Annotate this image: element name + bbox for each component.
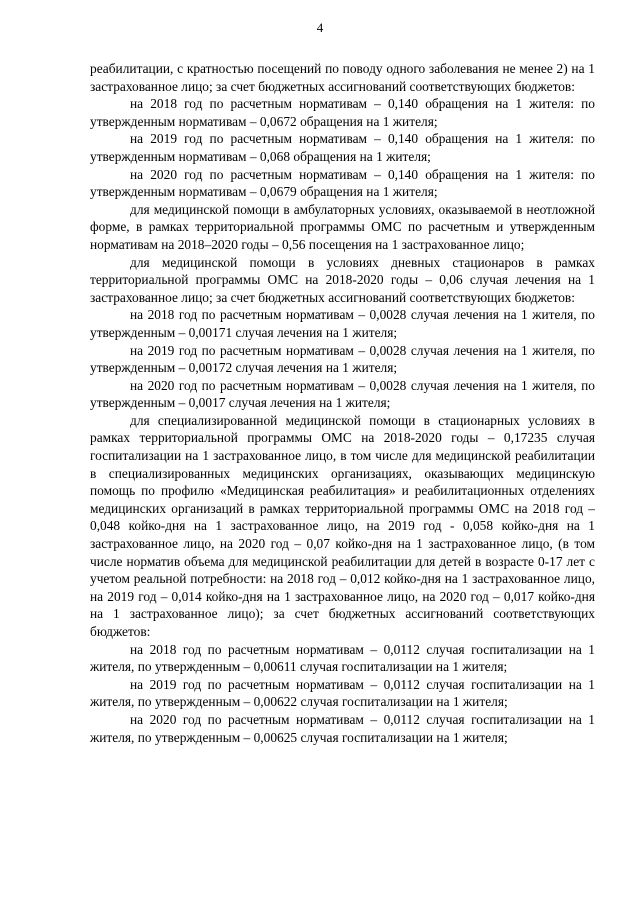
paragraph: на 2019 год по расчетным нормативам – 0,0028 случая лечения на 1 жителя, по утвержденным – 0,00172 случая лечения на 1 жителя;: [90, 342, 595, 376]
paragraph: для специализированной медицинской помощи в стационарных условиях в рамках территориальной программы ОМС на 2018-2020 годы – 0,17235 случая госпитализации на 1 застрахованное лицо, в том числе для медицинской реабилитации в специализированных медицинских организациях, оказывающих медицинскую помощь по профилю «Медицинская реабилитация» и реабилитационных отделениях медицинских организаций в рамках территориальной программы ОМС на 2018 год – 0,048 койко-дня на 1 застрахованное лицо, на 2019 год - 0,058 койко-дня на 1 застрахованное лицо, на 2020 год – 0,07 койко-дня на 1 застрахованное лицо, (в том числе норматив объема для медицинской реабилитации для детей в возрасте 0-17 лет с учетом реальной потребности: на 2018 год – 0,012 койко-дня на 1 застрахованное лицо, на 2019 год – 0,014 койко-дня на 1 застрахованное лицо, на 2020 год – 0,017 койко-дня на 1 застрахованное лицо); за счет бюджетных ассигнований соответствующих бюджетов:: [90, 412, 595, 639]
page-number: 4: [316, 20, 324, 35]
paragraph: на 2019 год по расчетным нормативам – 0,0112 случая госпитализации на 1 жителя, по утвержденным – 0,00622 случая госпитализации на 1 жителя;: [90, 676, 595, 710]
paragraph: на 2019 год по расчетным нормативам – 0,140 обращения на 1 жителя: по утвержденным нормативам – 0,068 обращения на 1 жителя;: [90, 131, 595, 164]
paragraph: на 2018 год по расчетным нормативам – 0,0028 случая лечения на 1 жителя, по утвержденным – 0,00171 случая лечения на 1 жителя;: [90, 307, 595, 340]
document-body: [90, 60, 595, 746]
paragraph: на 2018 год по расчетным нормативам – 0,140 обращения на 1 жителя: по утвержденным нормативам – 0,0672 обращения на 1 жителя;: [90, 96, 595, 129]
paragraph: для медицинской помощи в условиях дневных стационаров в рамках территориальной программы ОМС на 2018-2020 годы – 0,06 случая лечения на 1 застрахованное лицо; за счет бюджетных ассигнований соответствующих бюджетов:: [90, 254, 595, 305]
paragraph: на 2020 год по расчетным нормативам – 0,140 обращения на 1 жителя: по утвержденным нормативам – 0,0679 обращения на 1 жителя;: [90, 166, 595, 200]
paragraph: на 2018 год по расчетным нормативам – 0,0112 случая госпитализации на 1 жителя, по утвержденным – 0,00611 случая госпитализации на 1 жителя;: [90, 641, 595, 675]
paragraph: для медицинской помощи в амбулаторных условиях, оказываемой в неотложной форме, в рамках территориальной программы ОМС по расчетным и утвержденным нормативам на 2018–2020 годы – 0,56 посещения на 1 застрахованное лицо;: [90, 201, 595, 252]
paragraph: реабилитации, с кратностью посещений по поводу одного заболевания не менее 2) на 1 застрахованное лицо; за счет бюджетных ассигнований соответствующих бюджетов:: [90, 61, 595, 94]
paragraph: на 2020 год по расчетным нормативам – 0,0112 случая госпитализации на 1 жителя, по утвержденным – 0,00625 случая госпитализации на 1 жителя;: [90, 711, 595, 745]
paragraph: на 2020 год по расчетным нормативам – 0,0028 случая лечения на 1 жителя, по утвержденным – 0,0017 случая лечения на 1 жителя;: [90, 377, 595, 411]
